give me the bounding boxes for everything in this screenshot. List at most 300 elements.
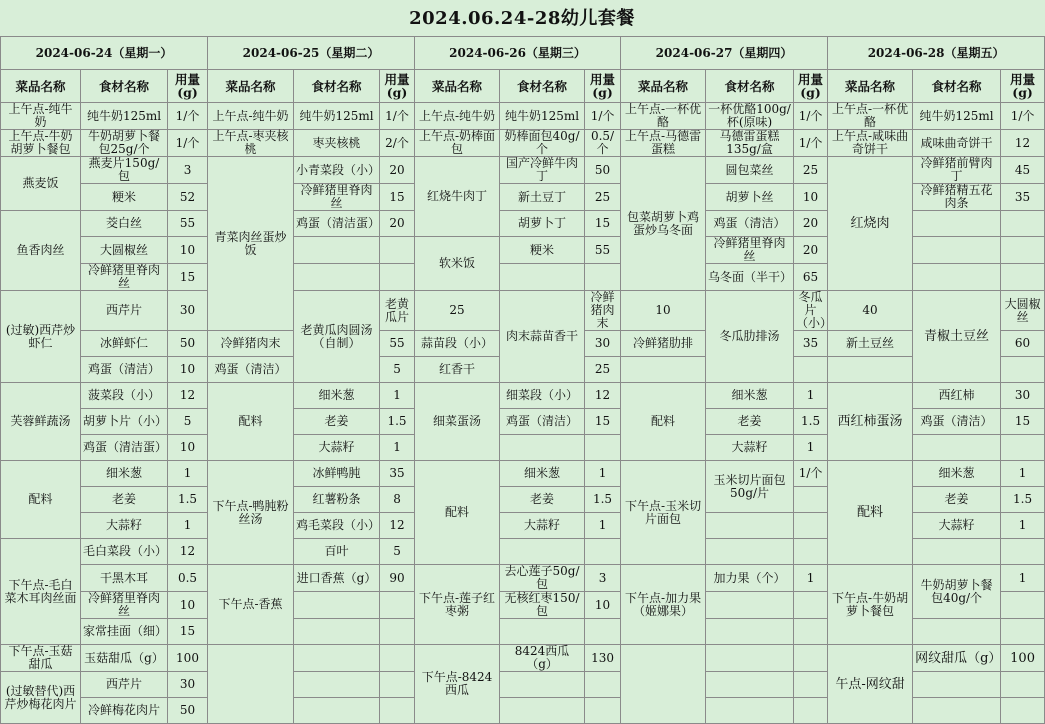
- ingredient-cell: 老姜: [294, 409, 380, 435]
- amount-cell: [1001, 357, 1045, 383]
- amount-cell: 1/个: [168, 130, 208, 157]
- dish-cell: (过敏替代)西芹炒梅花肉片: [1, 672, 81, 724]
- amount-cell: 35: [380, 461, 415, 487]
- dish-cell: [208, 645, 294, 724]
- ingredient-cell: 鸡蛋（清洁）: [706, 211, 794, 237]
- ingredient-cell: 冷鲜猪肋排: [621, 331, 706, 357]
- dish-cell: 燕麦饭: [1, 157, 81, 211]
- ingredient-cell: 老姜: [81, 487, 168, 513]
- amount-cell: 10: [168, 237, 208, 264]
- dish-cell: 下午点-鸭肫粉丝汤: [208, 461, 294, 565]
- dish-cell: 配料: [828, 461, 913, 565]
- table-row: [1, 645, 1045, 672]
- ingredient-cell: 老姜: [913, 487, 1001, 513]
- dish-cell: 下午点-毛白菜木耳肉丝面: [1, 539, 81, 645]
- ingredient-cell: [913, 264, 1001, 291]
- ingredient-cell: 无核红枣150/包: [500, 592, 585, 619]
- ingredient-cell: 红香干: [415, 357, 500, 383]
- dish-cell: 包菜胡萝卜鸡蛋炒乌冬面: [621, 157, 706, 291]
- ingredient-cell: 蒜苗段（小）: [415, 331, 500, 357]
- amount-cell: 30: [585, 331, 621, 357]
- ingredient-cell: [294, 672, 380, 698]
- amount-cell: 25: [415, 291, 500, 331]
- amount-cell: [1001, 211, 1045, 237]
- ingredient-cell: 细米葱: [706, 383, 794, 409]
- date-row: [1, 37, 1045, 70]
- amount-cell: 1/个: [794, 103, 828, 130]
- ingredient-cell: [828, 357, 913, 383]
- amount-cell: 1: [380, 435, 415, 461]
- amount-cell: 60: [1001, 331, 1045, 357]
- amount-cell: 10: [168, 435, 208, 461]
- amount-cell: [380, 672, 415, 698]
- amount-cell: 1: [168, 513, 208, 539]
- amount-cell: 30: [168, 672, 208, 698]
- amount-cell: 0.5/个: [585, 130, 621, 157]
- ingredient-cell: [294, 592, 380, 619]
- amount-cell: [585, 264, 621, 291]
- ingredient-cell: 冷鲜猪精五花肉条: [913, 184, 1001, 211]
- ingredient-cell: 粳米: [81, 184, 168, 211]
- ingredient-cell: [913, 435, 1001, 461]
- ingredient-cell: 奶棒面包40g/个: [500, 130, 585, 157]
- ingredient-cell: 细米葱: [81, 461, 168, 487]
- ingredient-cell: [621, 357, 706, 383]
- ingredient-cell: 冷鲜猪肉末: [585, 291, 621, 331]
- dish-cell: 上午点-枣夹核桃: [208, 130, 294, 157]
- ingredient-cell: 细米葱: [294, 383, 380, 409]
- amount-cell: 1/个: [794, 461, 828, 487]
- amount-cell: 55: [585, 237, 621, 264]
- header-amount: 用量(g): [794, 70, 828, 103]
- amount-cell: [794, 672, 828, 698]
- dish-cell: 配料: [621, 383, 706, 461]
- amount-cell: 1.5: [168, 487, 208, 513]
- amount-cell: [1001, 592, 1045, 619]
- amount-cell: 50: [585, 157, 621, 184]
- dish-cell: 上午点-一杯优酪: [828, 103, 913, 130]
- amount-cell: [585, 539, 621, 565]
- ingredient-cell: 冷鲜猪前臂肉丁: [913, 157, 1001, 184]
- date-wed: 2024-06-26（星期三）: [415, 37, 621, 70]
- ingredient-cell: 纯牛奶125ml: [294, 103, 380, 130]
- amount-cell: 40: [828, 291, 913, 331]
- date-thu: 2024-06-27（星期四）: [621, 37, 828, 70]
- amount-cell: 1: [794, 383, 828, 409]
- amount-cell: 15: [585, 409, 621, 435]
- dish-cell: 上午点-纯牛奶: [1, 103, 81, 130]
- amount-cell: [1001, 435, 1045, 461]
- ingredient-cell: 大蒜籽: [81, 513, 168, 539]
- ingredient-cell: 细米葱: [913, 461, 1001, 487]
- amount-cell: 12: [380, 513, 415, 539]
- amount-cell: 12: [168, 539, 208, 565]
- amount-cell: 10: [168, 592, 208, 619]
- table-row: [1, 103, 1045, 130]
- amount-cell: 3: [585, 565, 621, 592]
- amount-cell: [1001, 237, 1045, 264]
- ingredient-cell: 玉菇甜瓜（g）: [81, 645, 168, 672]
- amount-cell: 55: [168, 211, 208, 237]
- ingredient-cell: 小青菜段（小）: [294, 157, 380, 184]
- ingredient-cell: 新土豆丝: [828, 331, 913, 357]
- ingredient-cell: [913, 698, 1001, 724]
- amount-cell: 20: [794, 211, 828, 237]
- ingredient-cell: 毛白菜段（小）: [81, 539, 168, 565]
- header-amount: 用量(g): [168, 70, 208, 103]
- ingredient-cell: 一杯优酪100g/杯(原味): [706, 103, 794, 130]
- ingredient-cell: 纯牛奶125ml: [500, 103, 585, 130]
- ingredient-cell: [500, 435, 585, 461]
- ingredient-cell: [706, 645, 794, 672]
- ingredient-cell: 菠菜段（小）: [81, 383, 168, 409]
- amount-cell: 35: [1001, 184, 1045, 211]
- amount-cell: [794, 619, 828, 645]
- amount-cell: [1001, 672, 1045, 698]
- ingredient-cell: 大圆椒丝: [1001, 291, 1045, 331]
- amount-cell: 50: [168, 331, 208, 357]
- ingredient-cell: 枣夹核桃: [294, 130, 380, 157]
- ingredient-cell: 鸡蛋（清洁）: [913, 409, 1001, 435]
- amount-cell: [380, 264, 415, 291]
- ingredient-cell: 大蒜籽: [294, 435, 380, 461]
- ingredient-cell: 网纹甜瓜（g）: [913, 645, 1001, 672]
- dish-cell: [621, 645, 706, 724]
- amount-cell: 0.5: [168, 565, 208, 592]
- amount-cell: 1: [168, 461, 208, 487]
- ingredient-cell: 细米葱: [500, 461, 585, 487]
- amount-cell: 90: [380, 565, 415, 592]
- ingredient-cell: 乌冬面（半干）: [706, 264, 794, 291]
- amount-cell: 5: [168, 409, 208, 435]
- dish-cell: 上午点-马德雷蛋糕: [621, 130, 706, 157]
- amount-cell: [380, 592, 415, 619]
- amount-cell: 1: [1001, 565, 1045, 592]
- ingredient-cell: [706, 619, 794, 645]
- ingredient-cell: 茭白丝: [81, 211, 168, 237]
- amount-cell: 15: [1001, 409, 1045, 435]
- ingredient-cell: 红薯粉条: [294, 487, 380, 513]
- amount-cell: 12: [585, 383, 621, 409]
- dish-cell: 上午点-一杯优酪: [621, 103, 706, 130]
- amount-cell: 8: [380, 487, 415, 513]
- amount-cell: 35: [794, 331, 828, 357]
- amount-cell: [585, 698, 621, 724]
- amount-cell: 5: [380, 539, 415, 565]
- ingredient-cell: 国产冷鲜牛肉丁: [500, 157, 585, 184]
- amount-cell: 1: [380, 383, 415, 409]
- ingredient-cell: [913, 539, 1001, 565]
- table-row: [1, 383, 1045, 409]
- amount-cell: 3: [168, 157, 208, 184]
- ingredient-cell: 鸡蛋（清洁蛋）: [81, 435, 168, 461]
- ingredient-cell: [294, 698, 380, 724]
- dish-cell: 软米饭: [415, 237, 500, 291]
- ingredient-cell: 进口香蕉（g）: [294, 565, 380, 592]
- ingredient-cell: 大蒜籽: [706, 435, 794, 461]
- dish-cell: 下午点-8424西瓜: [415, 645, 500, 724]
- amount-cell: 45: [1001, 157, 1045, 184]
- dish-cell: 下午点-玉米切片面包: [621, 461, 706, 565]
- amount-cell: 1: [794, 565, 828, 592]
- header-ingredient: 食材名称: [81, 70, 168, 103]
- dish-cell: 鱼香肉丝: [1, 211, 81, 291]
- amount-cell: [794, 487, 828, 513]
- amount-cell: 50: [168, 698, 208, 724]
- ingredient-cell: 冷鲜猪里脊肉丝: [81, 264, 168, 291]
- ingredient-cell: [913, 211, 1001, 237]
- amount-cell: 65: [794, 264, 828, 291]
- ingredient-cell: 干黑木耳: [81, 565, 168, 592]
- dish-cell: 芙蓉鲜蔬汤: [1, 383, 81, 461]
- amount-cell: [380, 619, 415, 645]
- amount-cell: 12: [1001, 130, 1045, 157]
- ingredient-cell: 老姜: [500, 487, 585, 513]
- dish-cell: 下午点-玉菇甜瓜: [1, 645, 81, 672]
- header-amount: 用量(g): [380, 70, 415, 103]
- date-fri: 2024-06-28（星期五）: [828, 37, 1045, 70]
- ingredient-cell: [500, 698, 585, 724]
- dish-cell: 下午点-莲子红枣粥: [415, 565, 500, 645]
- ingredient-cell: [913, 619, 1001, 645]
- dish-cell: (过敏)西芹炒虾仁: [1, 291, 81, 383]
- table-row: [1, 291, 1045, 331]
- dish-cell: 上午点-牛奶胡萝卜餐包: [1, 130, 81, 157]
- ingredient-cell: 冰鲜虾仁: [81, 331, 168, 357]
- ingredient-cell: [706, 539, 794, 565]
- amount-cell: [794, 645, 828, 672]
- header-ingredient: 食材名称: [294, 70, 380, 103]
- amount-cell: 12: [168, 383, 208, 409]
- ingredient-cell: 西芹片: [81, 672, 168, 698]
- date-tue: 2024-06-25（星期二）: [208, 37, 415, 70]
- ingredient-cell: [500, 672, 585, 698]
- ingredient-cell: 牛奶胡萝卜餐包40g/个: [913, 565, 1001, 619]
- ingredient-cell: 冰鲜鸭肫: [294, 461, 380, 487]
- ingredient-cell: 冷鲜猪里脊肉丝: [81, 592, 168, 619]
- amount-cell: 10: [794, 184, 828, 211]
- amount-cell: 1/个: [380, 103, 415, 130]
- ingredient-cell: 老姜: [706, 409, 794, 435]
- amount-cell: 15: [585, 211, 621, 237]
- ingredient-cell: [294, 619, 380, 645]
- table-row: [1, 157, 1045, 184]
- header-dish: 菜品名称: [208, 70, 294, 103]
- dish-cell: 红烧牛肉丁: [415, 157, 500, 237]
- ingredient-cell: [500, 264, 585, 291]
- date-mon: 2024-06-24（星期一）: [1, 37, 208, 70]
- ingredient-cell: 胡萝卜丁: [500, 211, 585, 237]
- amount-cell: [585, 619, 621, 645]
- ingredient-cell: 8424西瓜（g）: [500, 645, 585, 672]
- menu-table: [0, 36, 1045, 724]
- amount-cell: [1001, 619, 1045, 645]
- header-amount: 用量(g): [585, 70, 621, 103]
- ingredient-cell: 新土豆丁: [500, 184, 585, 211]
- dish-cell: 肉末蒜苗香干: [500, 291, 585, 383]
- header-dish: 菜品名称: [621, 70, 706, 103]
- ingredient-cell: 西芹片: [81, 291, 168, 331]
- amount-cell: 15: [168, 619, 208, 645]
- ingredient-cell: [913, 237, 1001, 264]
- ingredient-cell: 纯牛奶125ml: [913, 103, 1001, 130]
- ingredient-cell: 大蒜籽: [500, 513, 585, 539]
- amount-cell: 1: [1001, 461, 1045, 487]
- amount-cell: [794, 592, 828, 619]
- ingredient-cell: 咸味曲奇饼干: [913, 130, 1001, 157]
- header-ingredient: 食材名称: [913, 70, 1001, 103]
- ingredient-cell: 马德雷蛋糕135g/盒: [706, 130, 794, 157]
- dish-cell: 上午点-纯牛奶: [208, 103, 294, 130]
- amount-cell: [1001, 698, 1045, 724]
- amount-cell: 15: [380, 184, 415, 211]
- ingredient-cell: 加力果（个）: [706, 565, 794, 592]
- amount-cell: 1.5: [794, 409, 828, 435]
- amount-cell: 1.5: [1001, 487, 1045, 513]
- ingredient-cell: [706, 672, 794, 698]
- amount-cell: [794, 698, 828, 724]
- amount-cell: 20: [380, 211, 415, 237]
- dish-cell: 西红柿蛋汤: [828, 383, 913, 461]
- ingredient-cell: 细菜段（小）: [500, 383, 585, 409]
- ingredient-cell: [706, 513, 794, 539]
- amount-cell: 1/个: [168, 103, 208, 130]
- dish-cell: 青菜肉丝蛋炒饭: [208, 157, 294, 331]
- dish-cell: 红烧肉: [828, 157, 913, 291]
- amount-cell: 1: [1001, 513, 1045, 539]
- amount-cell: 2/个: [380, 130, 415, 157]
- ingredient-cell: 玉米切片面包50g/片: [706, 461, 794, 513]
- page-title: 2024.06.24-28幼儿套餐: [409, 8, 635, 29]
- amount-cell: 1: [794, 435, 828, 461]
- ingredient-cell: 西红柿: [913, 383, 1001, 409]
- amount-cell: [794, 539, 828, 565]
- dish-cell: 下午点-香蕉: [208, 565, 294, 645]
- amount-cell: [794, 513, 828, 539]
- header-dish: 菜品名称: [828, 70, 913, 103]
- amount-cell: 5: [380, 357, 415, 383]
- dish-cell: 老黄瓜肉圆汤（自制）: [294, 291, 380, 383]
- table-row: [1, 565, 1045, 592]
- amount-cell: 20: [794, 237, 828, 264]
- amount-cell: 100: [1001, 645, 1045, 672]
- dish-cell: 下午点-加力果（姬娜果）: [621, 565, 706, 645]
- amount-cell: [1001, 539, 1045, 565]
- dish-cell: 细菜蛋汤: [415, 383, 500, 461]
- ingredient-cell: [706, 698, 794, 724]
- header-amount: 用量(g): [1001, 70, 1045, 103]
- amount-cell: [380, 237, 415, 264]
- amount-cell: 30: [1001, 383, 1045, 409]
- ingredient-cell: 去心莲子50g/包: [500, 565, 585, 592]
- ingredient-cell: 粳米: [500, 237, 585, 264]
- ingredient-cell: 家常挂面（细）: [81, 619, 168, 645]
- header-dish: 菜品名称: [415, 70, 500, 103]
- dish-cell: 青椒土豆丝: [913, 291, 1001, 383]
- dish-cell: 午点-网纹甜: [828, 645, 913, 724]
- dish-cell: 冬瓜肋排汤: [706, 291, 794, 383]
- amount-cell: 10: [168, 357, 208, 383]
- dish-cell: 上午点-奶棒面包: [415, 130, 500, 157]
- amount-cell: [794, 357, 828, 383]
- amount-cell: 25: [794, 157, 828, 184]
- amount-cell: 1.5: [380, 409, 415, 435]
- amount-cell: 1/个: [585, 103, 621, 130]
- ingredient-cell: 鸡蛋（清洁）: [208, 357, 294, 383]
- amount-cell: 1: [585, 461, 621, 487]
- ingredient-cell: 冷鲜猪里脊肉丝: [706, 237, 794, 264]
- ingredient-cell: [294, 264, 380, 291]
- dish-cell: 下午点-牛奶胡萝卜餐包: [828, 565, 913, 645]
- ingredient-cell: 鸡毛菜段（小）: [294, 513, 380, 539]
- amount-cell: 1: [585, 513, 621, 539]
- dish-cell: 配料: [415, 461, 500, 565]
- table-row: [1, 461, 1045, 487]
- amount-cell: [585, 435, 621, 461]
- ingredient-cell: 大蒜籽: [913, 513, 1001, 539]
- header-ingredient: 食材名称: [500, 70, 585, 103]
- amount-cell: 1.5: [585, 487, 621, 513]
- ingredient-cell: 百叶: [294, 539, 380, 565]
- header-row: [1, 70, 1045, 103]
- header-dish: 菜品名称: [1, 70, 81, 103]
- amount-cell: 52: [168, 184, 208, 211]
- ingredient-cell: 胡萝卜片（小）: [81, 409, 168, 435]
- amount-cell: 55: [380, 331, 415, 357]
- ingredient-cell: 鸡蛋（清洁）: [500, 409, 585, 435]
- dish-cell: 上午点-咸味曲奇饼干: [828, 130, 913, 157]
- table-row: [1, 130, 1045, 157]
- ingredient-cell: 牛奶胡萝卜餐包25g/个: [81, 130, 168, 157]
- header-ingredient: 食材名称: [706, 70, 794, 103]
- ingredient-cell: 老黄瓜片: [380, 291, 415, 331]
- dish-cell: 配料: [1, 461, 81, 539]
- ingredient-cell: 燕麦片150g/包: [81, 157, 168, 184]
- ingredient-cell: 大圆椒丝: [81, 237, 168, 264]
- ingredient-cell: 纯牛奶125ml: [81, 103, 168, 130]
- ingredient-cell: 鸡蛋（清洁蛋）: [294, 211, 380, 237]
- amount-cell: 15: [168, 264, 208, 291]
- dish-cell: 上午点-纯牛奶: [415, 103, 500, 130]
- amount-cell: 100: [168, 645, 208, 672]
- ingredient-cell: 胡萝卜丝: [706, 184, 794, 211]
- ingredient-cell: 冬瓜片（小）: [794, 291, 828, 331]
- amount-cell: 130: [585, 645, 621, 672]
- amount-cell: 1/个: [1001, 103, 1045, 130]
- amount-cell: [380, 698, 415, 724]
- ingredient-cell: [500, 539, 585, 565]
- ingredient-cell: [706, 592, 794, 619]
- ingredient-cell: [294, 645, 380, 672]
- amount-cell: [380, 645, 415, 672]
- amount-cell: 1/个: [794, 130, 828, 157]
- ingredient-cell: [500, 619, 585, 645]
- ingredient-cell: 冷鲜猪肉末: [208, 331, 294, 357]
- dish-cell: 配料: [208, 383, 294, 461]
- amount-cell: 10: [621, 291, 706, 331]
- ingredient-cell: 圆包菜丝: [706, 157, 794, 184]
- amount-cell: 20: [380, 157, 415, 184]
- ingredient-cell: [913, 672, 1001, 698]
- ingredient-cell: [294, 237, 380, 264]
- amount-cell: 30: [168, 291, 208, 331]
- ingredient-cell: 鸡蛋（清洁）: [81, 357, 168, 383]
- amount-cell: [1001, 264, 1045, 291]
- amount-cell: [585, 672, 621, 698]
- amount-cell: 25: [585, 357, 621, 383]
- amount-cell: 25: [585, 184, 621, 211]
- ingredient-cell: 冷鲜梅花肉片: [81, 698, 168, 724]
